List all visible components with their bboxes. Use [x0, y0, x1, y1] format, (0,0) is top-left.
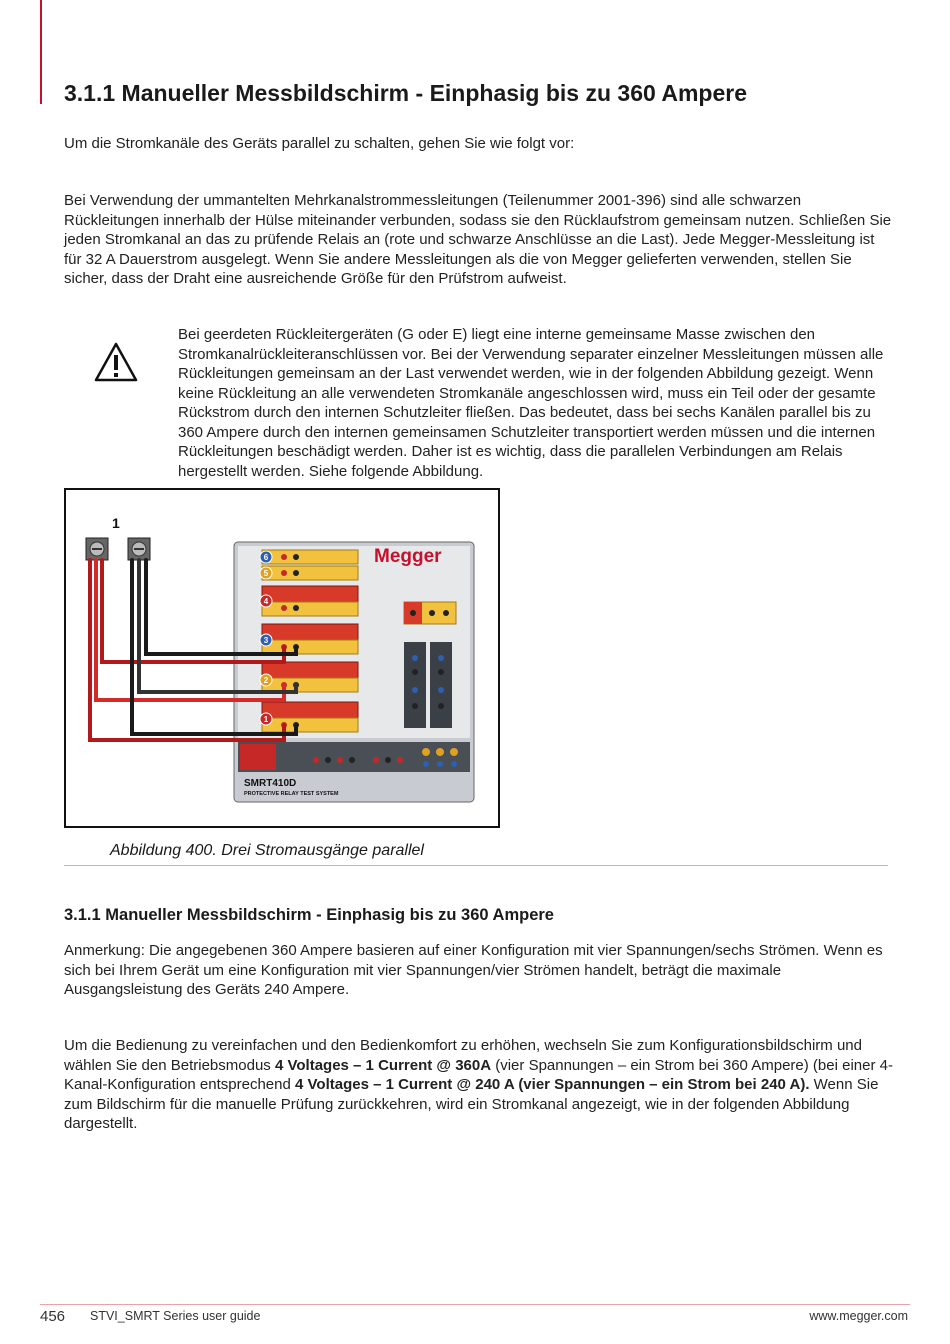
svg-text:6: 6	[263, 553, 269, 562]
footer-website-link[interactable]: www.megger.com	[809, 1309, 908, 1323]
mode-text-a: Um die Bedienung zu vereinfachen und den Bedienkomfort zu erhöhen, wechseln Sie zum Konfigurationsbildschirm und wählen Sie den Betriebsmodus	[64, 1037, 862, 1074]
svg-text:4: 4	[263, 597, 269, 606]
binary-input-rail	[404, 642, 426, 728]
channel-5	[260, 566, 358, 580]
footer-guide-title: STVI_SMRT Series user guide	[90, 1309, 261, 1323]
brand-logo: Megger	[374, 546, 442, 567]
figure-caption: Abbildung 400. Drei Stromausgänge parallel	[110, 842, 424, 859]
caption-divider	[64, 865, 888, 866]
channel-1	[260, 702, 358, 732]
channel-6	[260, 550, 358, 564]
mode-360a: 4 Voltages – 1 Current @ 360A	[274, 1056, 492, 1074]
channel-3	[260, 624, 358, 654]
footer-divider	[40, 1304, 910, 1305]
page-number: 456	[40, 1308, 66, 1325]
binary-output-rail	[430, 642, 452, 728]
model-name: SMRT410D	[244, 778, 297, 789]
model-subtitle: PROTECTIVE RELAY TEST SYSTEM	[244, 791, 339, 797]
subsection-heading: 3.1.1 Manueller Messbildschirm - Einphasig bis zu 360 Ampere	[64, 906, 554, 924]
channel-4	[260, 586, 358, 616]
mode-paragraph	[64, 1036, 894, 1134]
warning-triangle-icon	[94, 342, 138, 382]
relay-terminal-red	[86, 538, 108, 560]
terminal-label: 1	[112, 515, 120, 531]
top-accent-rule	[40, 0, 42, 104]
wiring-diagram	[66, 490, 498, 826]
channel-2	[260, 662, 358, 692]
wiring-figure	[64, 488, 500, 828]
mode-text-c: (vier Spannungen – ein Strom bei 360 Ampere) (bei einer 4-Kanal-Konfiguration entsprechend	[64, 1056, 893, 1093]
warning-text: Bei geerdeten Rückleitergeräten (G oder E) liegt eine interne gemeinsame Masse zwischen den Stromkanalrückleiteranschlüssen vor. Bei der Verwendung separater einzelner Messleitungen müssen alle Rückleitungen gemeinsam an der Last verwendet werden, wie in der folgenden Abbildung gezeigt. Wenn keine Rückleitung an alle verwendeten Stromkanäle angeschlossen wird, muss ein Teil oder der gesamte Rückstrom durch den internen Schutzleiter fließen. Das bedeutet, dass bei sechs Kanälen parallel bis zu 360 Ampere durch den internen gemeinsamen Schutzleiter transportiert werden müssen und die internen Rückleitungen beschädigt werden. Daher ist es wichtig, dass die parallelen Verbindungen am Relais hergestellt werden. Siehe folgende Abbildung.	[178, 326, 884, 480]
mode-240a: 4 Voltages – 1 Current @ 240 A (vier Spannungen – ein Strom bei 240 A).	[295, 1076, 810, 1093]
svg-text:1: 1	[263, 715, 269, 724]
note-paragraph: Anmerkung: Die angegebenen 360 Ampere basieren auf einer Konfiguration mit vier Spannungen/sechs Strömen. Wenn es sich bei Ihrem Gerät um eine Konfiguration mit vier Spannungen/vier Strömen handelt, beträgt die maximale Ausgangsleistung des Geräts 240 Ampere.	[64, 942, 883, 998]
mode-text-e: Wenn Sie zum Bildschirm für die manuelle Prüfung zurückkehren, wird ein Stromkanal angezeigt, wie in der folgenden Abbildung dargestellt.	[64, 1076, 879, 1132]
section-heading: 3.1.1 Manueller Messbildschirm - Einphasig bis zu 360 Ampere	[64, 80, 747, 106]
svg-text:3: 3	[263, 636, 269, 645]
body-paragraph: Bei Verwendung der ummantelten Mehrkanalstrommessleitungen (Teilenummer 2001-396) sind alle schwarzen Rückleitungen innerhalb der Hülse miteinander verbunden, sodass sie den Rücklaufstrom gemeinsam nutzen. Schließen Sie jeden Stromkanal an das zu prüfende Relais an (rote und schwarze Anschlüsse an die Last). Jede Megger-Messleitung ist für 32 A Dauerstrom ausgelegt. Wenn Sie andere Messleitungen als die von Megger gelieferten verwenden, stellen Sie sicher, dass der Draht eine ausreichende Größe für den Prüfstrom aufweist.	[64, 192, 892, 287]
svg-text:5: 5	[263, 569, 269, 578]
svg-text:2: 2	[263, 676, 269, 685]
intro-paragraph: Um die Stromkanäle des Geräts parallel zu schalten, gehen Sie wie folgt vor:	[64, 135, 575, 152]
relay-terminal-black	[128, 538, 150, 560]
